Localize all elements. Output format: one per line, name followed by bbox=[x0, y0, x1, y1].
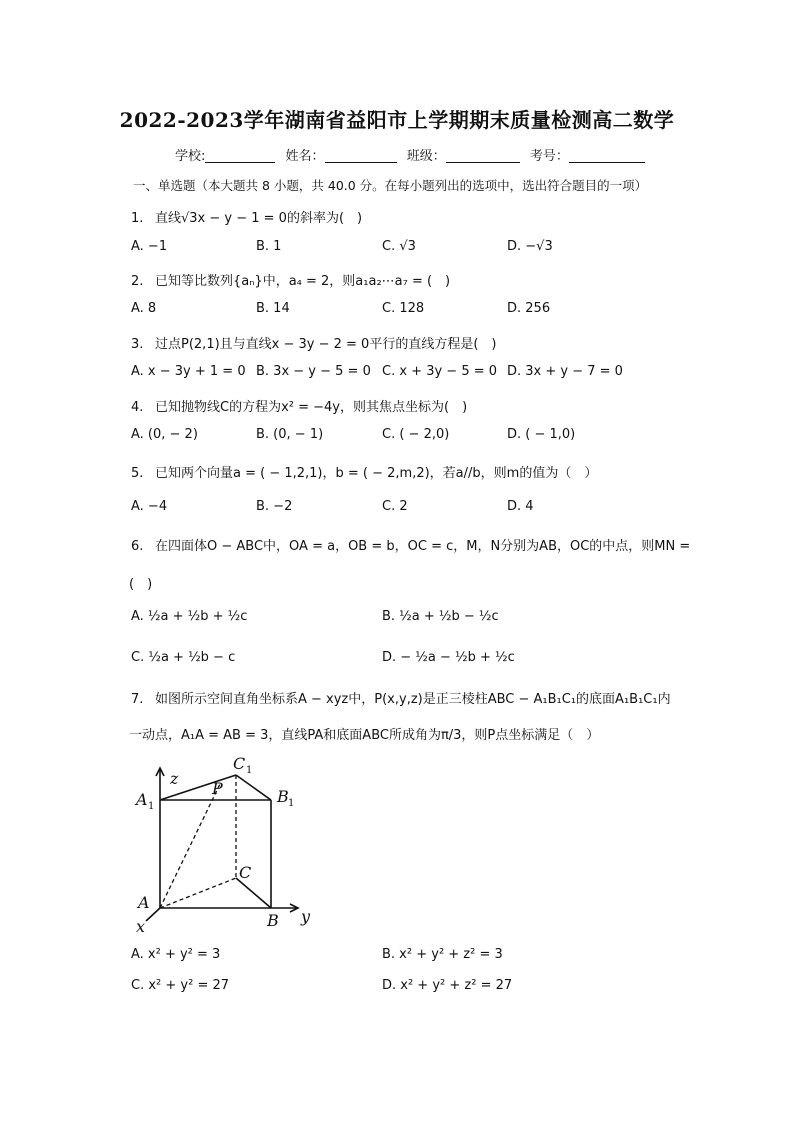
question-3-options bbox=[131, 364, 691, 382]
option-c[interactable]: C. ½a + ½b − c bbox=[131, 650, 236, 665]
label-y: y bbox=[301, 907, 311, 926]
option-c[interactable]: C. 128 bbox=[382, 301, 425, 316]
school-blank[interactable] bbox=[205, 148, 275, 163]
label-p: P bbox=[212, 779, 223, 798]
label-b1: B bbox=[277, 787, 289, 806]
question-6-options-row2 bbox=[131, 650, 691, 668]
label-x: x bbox=[136, 917, 146, 933]
question-7-options-row1 bbox=[131, 947, 691, 965]
exam-no-label: 考号： bbox=[529, 149, 569, 164]
question-6-text-line2: ( ) bbox=[129, 577, 153, 592]
label-b: B bbox=[267, 911, 279, 930]
name-blank[interactable] bbox=[325, 148, 397, 163]
question-1: 1. 直线√3x − y − 1 = 0的斜率为( ) bbox=[131, 211, 363, 226]
question-2: 2. 已知等比数列{aₙ}中，a₄ = 2，则a₁a₂⋯a₇ = ( ) bbox=[131, 274, 451, 289]
option-d[interactable]: D. 256 bbox=[507, 301, 551, 316]
option-c[interactable]: C. x² + y² = 27 bbox=[131, 978, 230, 993]
option-d[interactable]: D. 4 bbox=[507, 499, 534, 514]
option-c[interactable]: C. x + 3y − 5 = 0 bbox=[382, 364, 498, 379]
question-7: 7. 如图所示空间直角坐标系A − xyz中，P(x,y,z)是正三棱柱ABC − A₁B₁C₁的底面A₁B₁C₁内 bbox=[131, 692, 671, 707]
prism-figure bbox=[128, 748, 328, 933]
option-a[interactable]: A. (0, − 2) bbox=[131, 427, 198, 442]
edge-c1-b1 bbox=[236, 775, 271, 800]
option-a[interactable]: A. 8 bbox=[131, 301, 157, 316]
label-a: A bbox=[138, 893, 150, 912]
question-6-options-row1 bbox=[131, 609, 691, 627]
option-b[interactable]: B. ½a + ½b − ½c bbox=[382, 609, 499, 624]
exam-no-blank[interactable] bbox=[569, 148, 645, 163]
question-4: 4. 已知抛物线C的方程为x² = −4y，则其焦点坐标为( ) bbox=[131, 400, 468, 415]
question-2-text: 已知等比数列{aₙ}中，a₄ = 2，则a₁a₂⋯a₇ = ( ) bbox=[155, 274, 451, 289]
option-d[interactable]: D. 3x + y − 7 = 0 bbox=[507, 364, 623, 379]
option-b[interactable]: B. (0, − 1) bbox=[256, 427, 324, 442]
question-5-text: 已知两个向量a = ( − 1,2,1)，b = ( − 2,m,2)，若a//b，则m的值为（ ） bbox=[155, 466, 598, 481]
question-4-text: 已知抛物线C的方程为x² = −4y，则其焦点坐标为( ) bbox=[155, 400, 468, 415]
edge-a-c-dashed bbox=[160, 878, 236, 908]
question-6-text: 在四面体O − ABC中，OA = a，OB = b，OC = c，M，N分别为AB，OC的中点，则MN = bbox=[155, 539, 691, 554]
section-heading: 一、单选题（本大题共 8 小题，共 40.0 分。在每小题列出的选项中，选出符合题目的一项） bbox=[133, 178, 648, 193]
label-c: C bbox=[239, 863, 252, 882]
option-c[interactable]: C. √3 bbox=[382, 239, 416, 254]
option-b[interactable]: B. −2 bbox=[256, 499, 293, 514]
option-c[interactable]: C. 2 bbox=[382, 499, 408, 514]
school-label: 学校: bbox=[175, 149, 206, 164]
option-d[interactable]: D. − ½a − ½b + ½c bbox=[382, 650, 515, 665]
svg-text:1: 1 bbox=[148, 801, 155, 812]
question-3-text: 过点P(2,1)且与直线x − 3y − 2 = 0平行的直线方程是( ) bbox=[155, 337, 497, 352]
option-c[interactable]: C. ( − 2,0) bbox=[382, 427, 450, 442]
label-z: z bbox=[170, 769, 179, 788]
option-d[interactable]: D. x² + y² + z² = 27 bbox=[382, 978, 513, 993]
svg-text:1: 1 bbox=[246, 765, 253, 776]
question-3: 3. 过点P(2,1)且与直线x − 3y − 2 = 0平行的直线方程是( ) bbox=[131, 337, 497, 352]
svg-text:1: 1 bbox=[288, 798, 295, 809]
question-4-options bbox=[131, 427, 691, 445]
option-b[interactable]: B. x² + y² + z² = 3 bbox=[382, 947, 503, 962]
question-7-options-row2 bbox=[131, 978, 691, 996]
option-b[interactable]: B. 14 bbox=[256, 301, 290, 316]
option-a[interactable]: A. ½a + ½b + ½c bbox=[131, 609, 248, 624]
edge-c-b bbox=[236, 878, 271, 908]
option-a[interactable]: A. x − 3y + 1 = 0 bbox=[131, 364, 246, 379]
segment-a-p-dashed bbox=[160, 784, 220, 908]
option-d[interactable]: D. ( − 1,0) bbox=[507, 427, 576, 442]
page-title: 2022-2023学年湖南省益阳市上学期期末质量检测高二数学 bbox=[119, 108, 675, 132]
question-1-text: 直线√3x − y − 1 = 0的斜率为( ) bbox=[155, 211, 363, 226]
class-label: 班级： bbox=[406, 149, 446, 164]
question-7-text: 如图所示空间直角坐标系A − xyz中，P(x,y,z)是正三棱柱ABC − A₁B₁C₁的底面A₁B₁C₁内 bbox=[155, 692, 671, 707]
option-a[interactable]: A. −1 bbox=[131, 239, 168, 254]
question-6: 6. 在四面体O − ABC中，OA = a，OB = b，OC = c，M，N分别为AB，OC的中点，则MN = bbox=[131, 539, 691, 554]
class-blank[interactable] bbox=[446, 148, 520, 163]
option-a[interactable]: A. x² + y² = 3 bbox=[131, 947, 221, 962]
student-info-row bbox=[175, 145, 651, 164]
label-a1: A bbox=[136, 790, 148, 809]
option-d[interactable]: D. −√3 bbox=[507, 239, 553, 254]
question-7-text-line2: 一动点，A₁A = AB = 3，直线PA和底面ABC所成角为π/3，则P点坐标满足（ ） bbox=[129, 728, 600, 743]
question-1-options bbox=[131, 239, 691, 257]
option-b[interactable]: B. 1 bbox=[256, 239, 282, 254]
name-label: 姓名： bbox=[285, 149, 325, 164]
option-a[interactable]: A. −4 bbox=[131, 499, 168, 514]
question-2-options bbox=[131, 301, 691, 319]
question-5: 5. 已知两个向量a = ( − 1,2,1)，b = ( − 2,m,2)，若a//b，则m的值为（ ） bbox=[131, 466, 598, 481]
label-c1: C bbox=[233, 754, 246, 773]
option-b[interactable]: B. 3x − y − 5 = 0 bbox=[256, 364, 371, 379]
question-5-options bbox=[131, 499, 691, 517]
